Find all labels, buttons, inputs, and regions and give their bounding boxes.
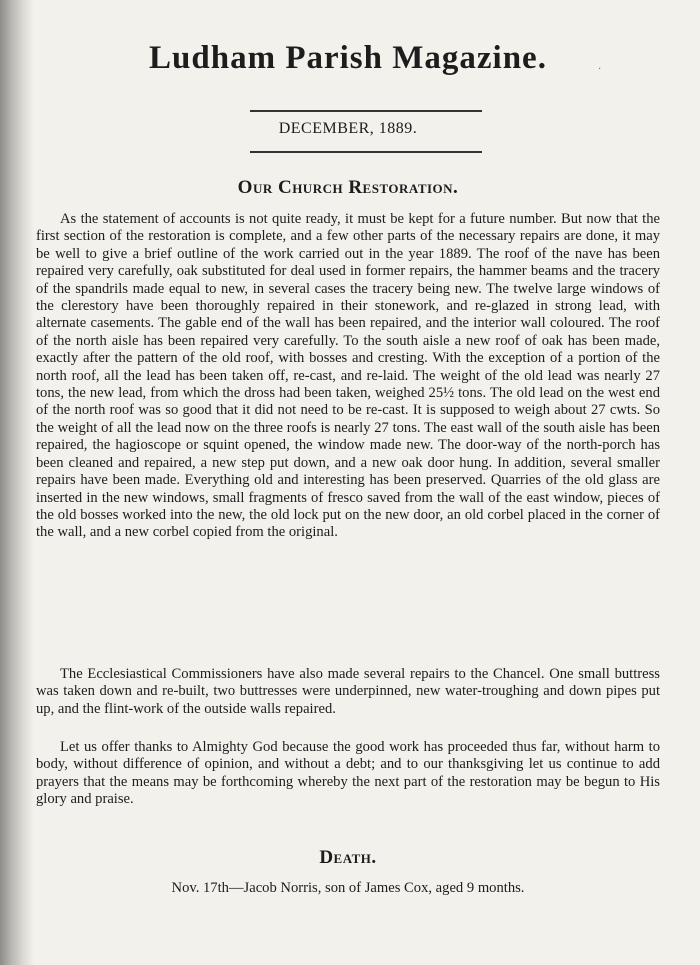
restoration-paragraph-3: Let us offer thanks to Almighty God because the good work has proceeded thus far, without harm to body, without difference of opinion, and without a debt; and to our thanksgiving let us continue to add prayers that the means may be forthcoming whereby the next part of the restoration may be begun to His glory and praise. bbox=[36, 739, 660, 808]
print-speck: · bbox=[598, 64, 602, 75]
issue-date: DECEMBER, 1889. bbox=[278, 120, 418, 137]
restoration-paragraph-1: As the statement of accounts is not quite ready, it must be kept for a future number. But now that the first section of the restoration is complete, and a few other parts of the necessary repairs are done, it may be well to give a brief outline of the work carried out in the year 1889. The roof of the nave has been repaired very carefully, oak substituted for deal used in former repairs, the hammer beams and the tracery of the spandrils made equal to new, in several cases the tracery being new. The twelve large windows of the clerestory have been thoroughly repaired in their stonework, and re-glazed in strong lead, with alternate casements. The gable end of the wall has been repaired, and the interior wall coloured. The roof of the north aisle has been repaired very carefully. To the south aisle a new roof of oak has been made, exactly after the pattern of the old roof, with bosses and cresting. With the exception of a portion of the north roof, all the lead has been taken off, re-cast, and re-laid. The weight of the old lead was nearly 27 tons, the new lead, from which the dross had been taken, weighed 25½ tons. The old lead on the west end of the north roof was so good that it did not need to be re-cast. It is supposed to weigh about 27 cwts. So the weight of all the lead now on the three roofs is nearly 27 tons. The east wall of the south aisle has been repaired, the hagioscope or squint opened, the window made new. The door-way of the north-porch has been cleaned and repaired, a new step put down, and a new oak door hung. In addition, several smaller repairs have been made. Everything old and interesting has been preserved. Quarries of the old glass are inserted in the new windows, small fragments of fresco saved from the wall of the east window, pieces of the old bosses worked into the new, the old lock put on the new door, an old corbel placed in the corner of the wall, and a new corbel copied from the original. bbox=[36, 211, 660, 541]
book-spine-shadow bbox=[0, 0, 34, 965]
death-heading: Death. bbox=[319, 847, 377, 868]
magazine-page bbox=[36, 0, 660, 965]
restoration-heading: Our Church Restoration. bbox=[237, 177, 459, 198]
date-rule-top bbox=[250, 110, 482, 112]
magazine-masthead: Ludham Parish Magazine. bbox=[149, 40, 547, 76]
date-rule-bottom bbox=[250, 151, 482, 153]
restoration-paragraph-2: The Ecclesiastical Commissioners have also made several repairs to the Chancel. One small buttress was taken down and re-built, two buttresses were underpinned, new water-troughing and down pipes put up, and the flint-work of the outside walls repaired. bbox=[36, 666, 660, 717]
death-notice: Nov. 17th—Jacob Norris, son of James Cox, aged 9 months. bbox=[171, 880, 525, 896]
